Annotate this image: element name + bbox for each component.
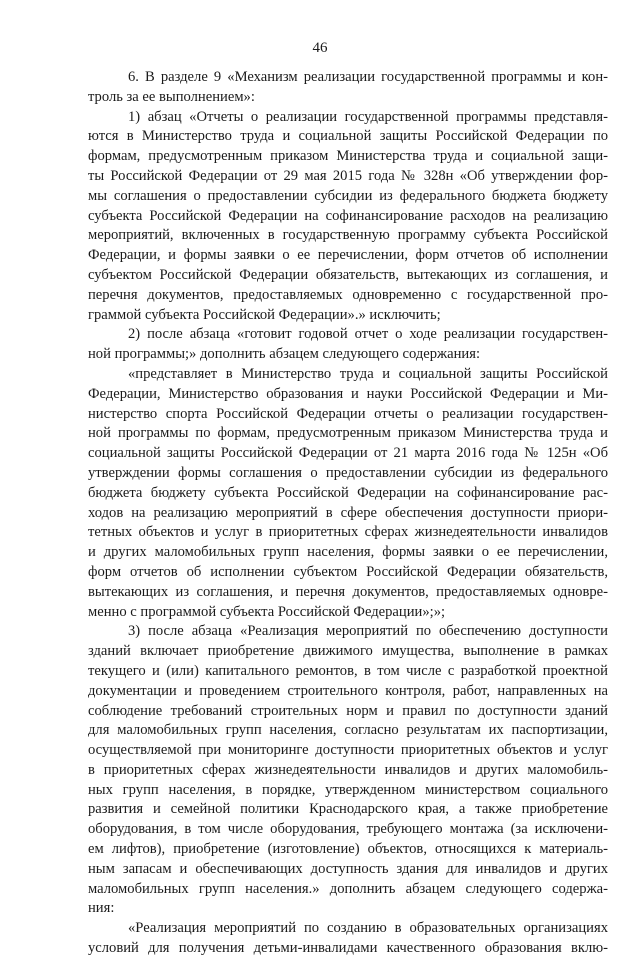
- text-line: социальной защиты Российской Федерации от 21 марта 2016 года № 125н «Об: [88, 445, 608, 462]
- text-line: маломобильных групп населения.» дополнить абзацем следующего содержа-: [88, 880, 608, 897]
- text-line: «представляет в Министерство труда и социальной защиты Российской: [128, 365, 608, 382]
- text-line: Федерации, Министерство образования и науки Российской Федерации и Ми-: [88, 385, 608, 402]
- text-line: развития и семейной политики Краснодарского края, а также приобретение: [88, 801, 608, 818]
- text-line: «Реализация мероприятий по созданию в образовательных организациях: [128, 920, 608, 937]
- text-line: тетных объектов и услуг в приоритетных сферах жизнедеятельности инвалидов: [88, 524, 608, 541]
- text-line: субъектом Российской Федерации обязательств, вытекающих из соглашения, и: [88, 266, 608, 283]
- text-line: 1) абзац «Отчеты о реализации государственной программы представля-: [128, 108, 608, 125]
- page-number: 46: [312, 40, 328, 56]
- text-line: бюджета бюджету субъекта Российской Федерации на софинансирование рас-: [88, 484, 608, 501]
- text-line: оборудования, в том числе оборудования, требующего монтажа (за исключени-: [88, 821, 608, 838]
- text-line: мы соглашения о предоставлении субсидии из федерального бюджета бюджету: [88, 187, 608, 204]
- text-line: в приоритетных сферах жизнедеятельности инвалидов и других маломобиль-: [88, 761, 608, 778]
- text-line: нистерство спорта Российской Федерации отчеты о реализации государствен-: [88, 405, 608, 422]
- text-line: перечня документов, предоставляемых одновременно с государственной про-: [88, 286, 608, 303]
- text-line: менно с программой субъекта Российской Федерации»;»;: [88, 603, 446, 620]
- text-line: 6. В разделе 9 «Механизм реализации государственной программы и кон-: [128, 69, 608, 85]
- text-line: зданий включает приобретение движимого имущества, выполнение в рамках: [88, 643, 608, 660]
- text-line: ются в Министерство труда и социальной защиты Российской Федерации по: [88, 128, 608, 145]
- document-body: [88, 68, 608, 959]
- text-line: мероприятий, включенных в государственную программу субъекта Российской: [88, 227, 608, 244]
- text-line: 2) после абзаца «готовит годовой отчет о ходе реализации государствен-: [128, 326, 608, 343]
- text-line: условий для получения детьми-инвалидами качественного образования вклю-: [88, 940, 608, 957]
- text-line: ты Российской Федерации от 29 мая 2015 года № 328н «Об утверждении фор-: [88, 167, 608, 184]
- text-line: 3) после абзаца «Реализация мероприятий по обеспечению доступности: [128, 623, 608, 640]
- text-line: ных групп населения, в порядке, утвержденном министерством социального: [88, 781, 608, 798]
- text-line: ем лифтов), приобретение (изготовление) объектов, относящихся к материаль-: [88, 841, 608, 858]
- text-line: троль за ее выполнением»:: [88, 88, 255, 105]
- text-line: и других маломобильных групп населения, формы заявки о ее перечислении,: [88, 544, 608, 561]
- text-line: ной программы по формам, предусмотренным приказом Министерства труда и: [88, 425, 608, 442]
- text-line: ния:: [88, 900, 115, 917]
- text-line: ной программы;» дополнить абзацем следующего содержания:: [88, 346, 480, 363]
- text-line: форм отчетов об исполнении субъектом Российской Федерации обязательств,: [88, 563, 608, 580]
- text-line: ходов на реализацию мероприятий в сфере обеспечения доступности приори-: [88, 504, 608, 521]
- text-line: текущего и (или) капитального ремонтов, в том числе с разработкой проектной: [88, 662, 608, 679]
- text-line: ным запасам и обеспечивающих доступность здания для инвалидов и других: [88, 860, 608, 877]
- text-line: граммой субъекта Российской Федерации».» исключить;: [88, 306, 441, 323]
- text-line: соблюдение требований строительных норм и правил по доступности зданий: [88, 702, 608, 719]
- text-line: осуществляемой при мониторинге доступности приоритетных объектов и услуг: [88, 742, 608, 759]
- text-line: субъекта Российской Федерации на софинансирование расходов на реализацию: [88, 207, 608, 224]
- text-line: документации и проведением строительного контроля, работ, направленных на: [88, 682, 608, 699]
- text-line: Федерации, и формы заявки о ее перечислении, форм отчетов об исполнении: [88, 247, 608, 264]
- text-line: формам, предусмотренным приказом Министерства труда и социальной защи-: [88, 148, 608, 165]
- text-line: для маломобильных групп населения, согласно результатам их паспортизации,: [88, 722, 608, 739]
- text-line: вытекающих из соглашения, и перечня документов, предоставляемых одновре-: [88, 583, 608, 600]
- text-line: утверждении формы соглашения о предоставлении субсидии из федерального: [88, 464, 608, 481]
